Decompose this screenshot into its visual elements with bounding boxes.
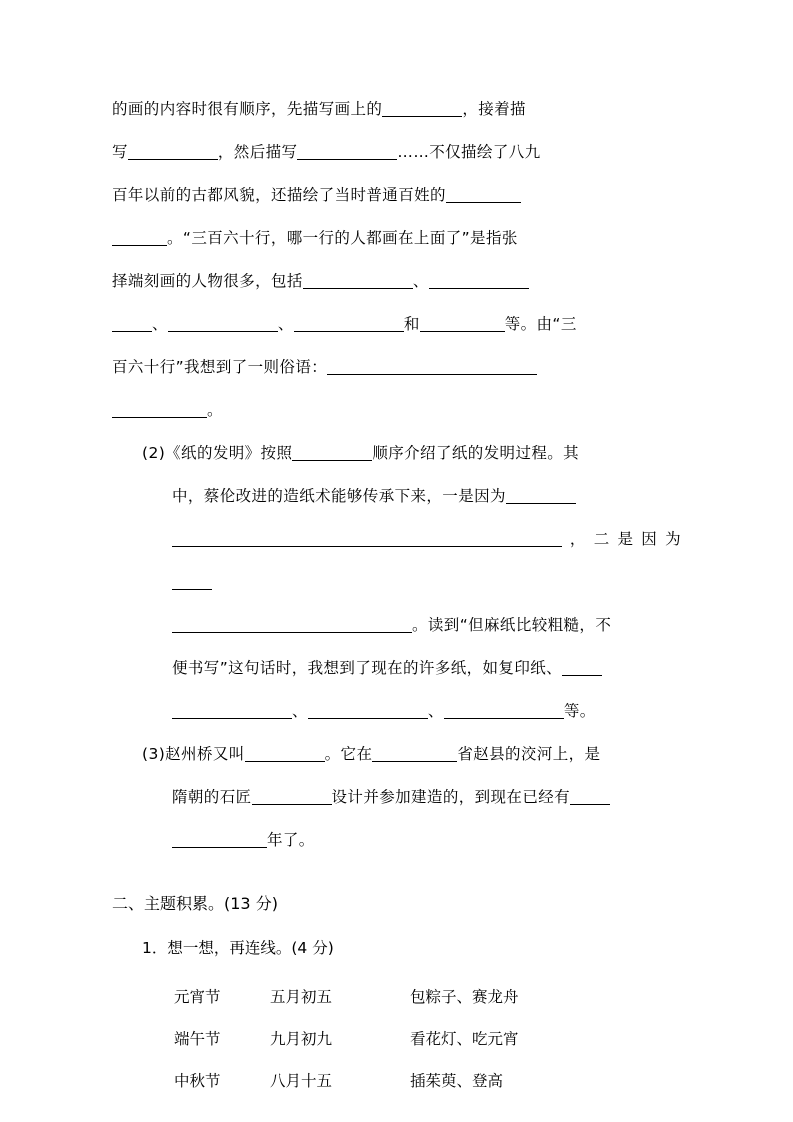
table-row (174, 976, 590, 1018)
blank-line (112, 226, 167, 246)
blank-line (446, 183, 521, 203)
item3-text-a: (3)赵州桥又叫 (142, 745, 245, 763)
para1-text-8a: 。 (207, 401, 223, 419)
blank-line (172, 570, 212, 590)
blank-line (372, 742, 457, 762)
item3-text-c: 省赵县的洨河上，是 (457, 745, 601, 763)
blank-line (294, 312, 404, 332)
item2-text-a: (2)《纸的发明》按照 (142, 444, 293, 462)
blank-line (112, 398, 207, 418)
para1-text-6c: 和 (403, 315, 420, 333)
item2-text-i: 等。 (563, 702, 596, 720)
blank-line (128, 140, 218, 160)
blank-line (172, 613, 412, 633)
blank-line (303, 269, 413, 289)
date-cell[interactable]: 五月初五 (270, 988, 333, 1006)
para1-text-6b: 、 (277, 315, 294, 333)
table-row (174, 1060, 590, 1102)
blank-line (172, 699, 292, 719)
para1-text-7a: 百六十行”我想到了一则俗语： (112, 358, 328, 376)
blank-line (562, 656, 602, 676)
para1-text-1: 的画的内容时很有顺序，先描写画上的 (112, 100, 383, 118)
para1-text-1b: ，接着描 (462, 100, 526, 118)
blank-line (168, 312, 278, 332)
table-row (174, 1018, 590, 1060)
blank-line (172, 828, 267, 848)
question-item-3 (142, 733, 681, 862)
festival-cell[interactable]: 中秋节 (174, 1072, 221, 1090)
question-item-2 (142, 432, 681, 733)
blank-line (245, 742, 325, 762)
paragraph-continuation (112, 88, 681, 432)
item2-text-h: 、 (427, 702, 444, 720)
blank-line (444, 699, 564, 719)
para1-text-2b: ，然后描写 (217, 143, 298, 161)
section-heading-2: 二、主题积累。(13 分) (112, 894, 278, 913)
item3-text-b: 。它在 (324, 745, 373, 763)
item3-text-d: 隋朝的石匠 (172, 788, 252, 806)
blank-line (429, 269, 529, 289)
custom-cell[interactable]: 插茱萸、登高 (410, 1072, 504, 1090)
para1-text-5a: 择端刻画的人物很多，包括 (112, 272, 303, 290)
blank-line (327, 355, 537, 375)
item2-text-f: 便书写”这句话时，我想到了现在的许多纸，如复印纸、 (172, 659, 563, 677)
blank-line (112, 312, 152, 332)
blank-line (420, 312, 505, 332)
question-1-heading: 1．想一想，再连线。(4 分) (142, 939, 334, 957)
custom-cell[interactable]: 包粽子、赛龙舟 (410, 988, 519, 1006)
item2-text-b: 顺序介绍了纸的发明过程。其 (372, 444, 580, 462)
para1-text-4a: 。“三百六十行，哪一行的人都画在上面了”是指张 (167, 229, 518, 247)
blank-line (506, 484, 576, 504)
item2-text-e: 。读到“但麻纸比较粗糙，不 (412, 616, 612, 634)
para1-text-3a: 百年以前的古都风貌，还描绘了当时普通百姓的 (112, 186, 446, 204)
item3-text-e: 设计并参加建造的，到现在已经有 (331, 788, 571, 806)
blank-line (382, 97, 462, 117)
date-cell[interactable]: 九月初九 (270, 1030, 333, 1048)
para1-text-6d: 等。由“三 (504, 315, 577, 333)
para1-text-2c: ……不仅描绘了八九 (397, 143, 541, 161)
blank-line (252, 785, 332, 805)
blank-line (570, 785, 610, 805)
blank-line (292, 441, 372, 461)
festival-cell[interactable]: 端午节 (174, 1030, 221, 1048)
blank-line (308, 699, 428, 719)
date-cell[interactable]: 八月十五 (270, 1072, 333, 1090)
para1-text-5b: 、 (412, 272, 429, 290)
item2-text-d: ，二是因为 (562, 530, 681, 548)
blank-line (172, 527, 562, 547)
blank-line (297, 140, 397, 160)
para1-text-2a: 写 (112, 143, 128, 161)
item2-text-c: 中，蔡伦改进的造纸术能够传承下来，一是因为 (172, 487, 506, 505)
para1-text-6a: 、 (152, 315, 168, 333)
custom-cell[interactable]: 看花灯、吃元宵 (410, 1030, 519, 1048)
item3-text-f: 年了。 (267, 831, 315, 849)
item2-text-g: 、 (292, 702, 308, 720)
matching-exercise-table (174, 976, 590, 1102)
festival-cell[interactable]: 元宵节 (174, 988, 221, 1006)
